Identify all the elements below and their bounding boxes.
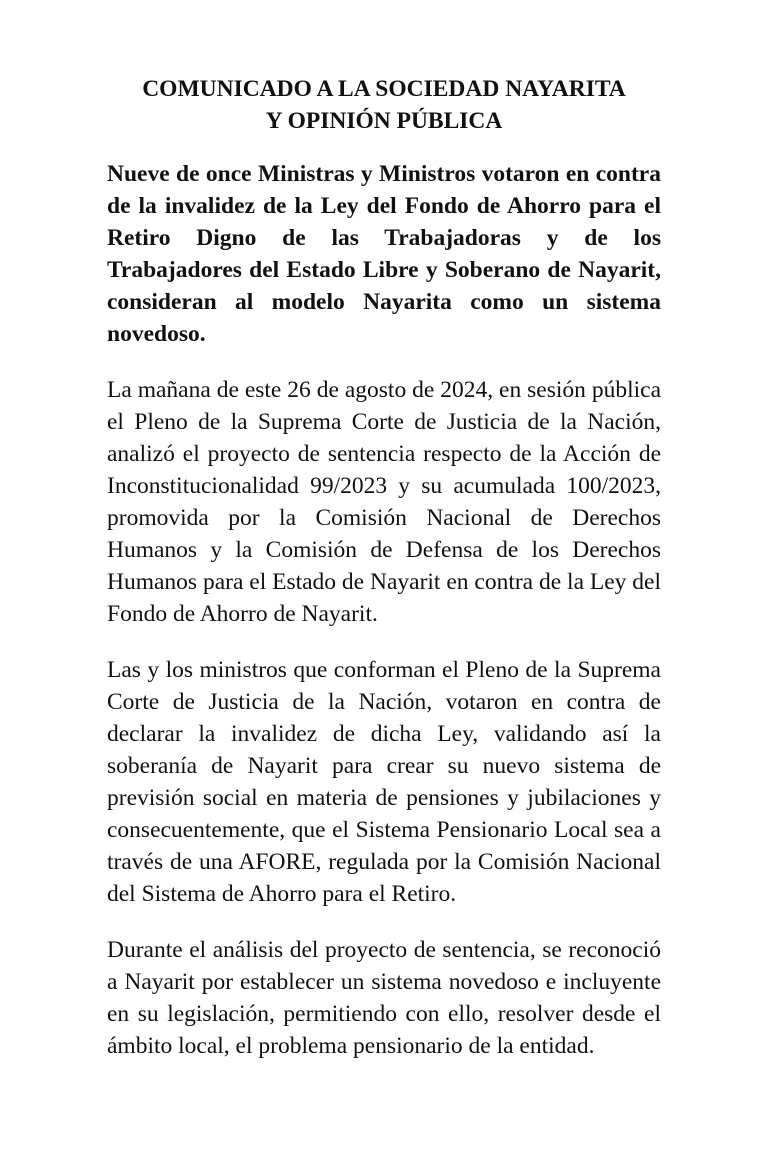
document-body — [107, 73, 661, 1062]
body-paragraph-1: La mañana de este 26 de agosto de 2024, en sesión pública el Pleno de la Suprema Corte de Justicia de la Nación, analizó el proyecto de sentencia respecto de la Acción de Inconstitucionalidad 99/2023 y su acumulada 100/2023, promovida por la Comisión Nacional de Derechos Humanos y la Comisión de Defensa de los Derechos Humanos para el Estado de Nayarit en contra de la Ley del Fondo de Ahorro de Nayarit. — [107, 377, 661, 627]
body-paragraph-2: Las y los ministros que conforman el Pleno de la Suprema Corte de Justicia de la Nación, votaron en contra de declarar la invalidez de dicha Ley, validando así la soberanía de Nayarit para crear su nuevo sistema de previsión social en materia de pensiones y jubilaciones y consecuentemente, que el Sistema Pensionario Local sea a través de una AFORE, regulada por la Comisión Nacional del Sistema de Ahorro para el Retiro. — [107, 657, 661, 907]
lead-paragraph: Nueve de once Ministras y Ministros votaron en contra de la invalidez de la Ley del Fondo de Ahorro para el Retiro Digno de las Trabajadoras y de los Trabajadores del Estado Libre y Soberano de Nayarit, consideran al modelo Nayarita como un sistema novedoso. — [107, 161, 661, 347]
body-paragraph-3: Durante el análisis del proyecto de sentencia, se reconoció a Nayarit por establecer un sistema novedoso e incluyente en su legislación, permitiendo con ello, resolver desde el ámbito local, el problema pensionario de la entidad. — [107, 937, 661, 1059]
title-line-2: Y OPINIÓN PÚBLICA — [265, 108, 503, 134]
title-line-1: COMUNICADO A LA SOCIEDAD NAYARITA — [142, 76, 626, 102]
document-title — [107, 73, 661, 137]
